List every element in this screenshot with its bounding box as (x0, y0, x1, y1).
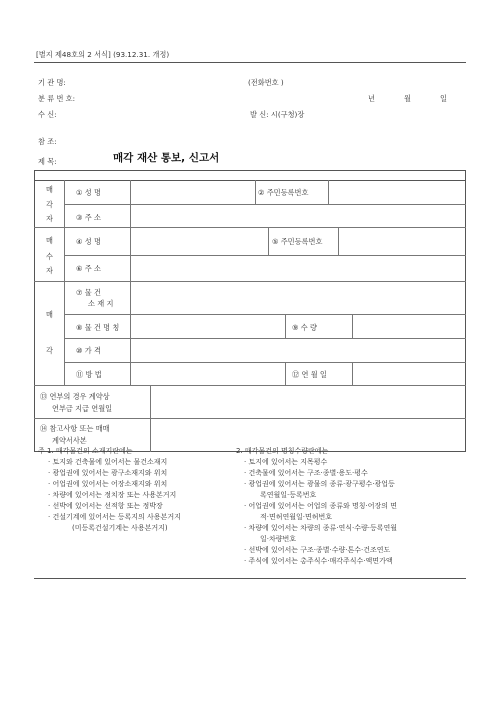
subject-label: 제 목: (38, 157, 57, 166)
note-left-line: (미등록건설기계는 사용본거지) (72, 524, 168, 532)
note-right-line: 2. 매각물건의 명칭수량란에는 (236, 447, 329, 455)
note-left-line: · 건설기계에 있어서는 등록지의 사용본거지 (48, 513, 181, 521)
doc-number-label: 분 류 번 호: (38, 94, 76, 103)
month-label: 월 (404, 94, 411, 103)
seller-group-2: 각 (46, 200, 53, 209)
form-header: [별지 제48호의 2 서식] (93.12.31. 개정) (36, 50, 170, 59)
buyer-group-3: 자 (46, 266, 53, 275)
note-left-line: · 광업권에 있어서는 광구소재지와 위치 (48, 469, 168, 477)
reference-label: 참 조: (38, 137, 57, 146)
note-left-line: · 토지와 건축물에 있어서는 물건소재지 (48, 458, 168, 466)
sale-group-2: 각 (46, 346, 53, 355)
installment-label-2: 연부금 지급 연월일 (52, 404, 113, 413)
note-left-line: · 선박에 있어서는 선적항 또는 정박장 (48, 502, 163, 510)
quantity-label: ⑨ 수 량 (292, 323, 317, 332)
phone-label: (전화번호 ) (248, 78, 284, 87)
note-right-line: · 건축물에 있어서는 구조·종별·용도·평수 (244, 469, 368, 477)
sale-group-1: 매 (46, 310, 53, 319)
buyer-regno-label: ⑤ 주민등록번호 (272, 237, 323, 246)
note-right-line: · 차량에 있어서는 차량의 종류·연식·수량·등록연월 (244, 524, 398, 532)
recipient-label: 수 신: (38, 110, 57, 119)
sale-date-label: ⑫ 연 월 일 (292, 370, 327, 379)
note-left-line: 주 1. 매각물건의 소재지란에는 (38, 447, 133, 455)
subject-title: 매각 재산 통보, 신고서 (113, 152, 220, 164)
method-label: ⑪ 방 법 (76, 370, 102, 379)
form-bottom-rule (34, 578, 466, 579)
seller-regno-label: ② 주민등록번호 (258, 188, 309, 197)
seller-address-label: ③ 주 소 (76, 213, 101, 222)
sender-label: 발 신: 시(구청)장 (250, 110, 305, 119)
notes-left (38, 446, 238, 534)
location-label-1: ⑦ 물 건 (76, 288, 101, 297)
notes-right (236, 446, 466, 567)
seller-group-1: 매 (46, 185, 53, 194)
day-label: 일 (440, 94, 447, 103)
buyer-address-label: ⑥ 주 소 (76, 264, 101, 273)
note-right-line: 록연월일·등록번호 (260, 491, 317, 499)
note-left-line: · 차량에 있어서는 정치장 또는 사용본거지 (48, 491, 177, 499)
header-rule (34, 62, 466, 63)
seller-name-label: ① 성 명 (76, 188, 101, 197)
note-right-line: · 광업권에 있어서는 광물의 종류·광구평수·광업등 (244, 480, 395, 488)
note-left-line: · 어업권에 있어서는 어장소재지와 위치 (48, 480, 168, 488)
installment-label-1: ⑬ 연부의 경우 계약상 (40, 392, 110, 401)
note-right-line: · 주식에 있어서는 총주식수·매각주식수·액면가액 (244, 557, 393, 565)
agency-label: 기 관 명: (38, 78, 66, 87)
reference-note-label-1: ⑭ 참고사항 또는 매매 (40, 424, 110, 433)
note-right-line: · 선박에 있어서는 구조·종별·수량·톤수·건조연도 (244, 546, 391, 554)
location-label-2: 소 재 지 (88, 299, 114, 308)
price-label: ⑩ 가 격 (76, 346, 101, 355)
buyer-name-label: ④ 성 명 (76, 237, 101, 246)
note-right-line: · 토지에 있어서는 지목평수 (244, 458, 328, 466)
item-name-label: ⑧ 물 건 명 칭 (76, 323, 120, 332)
note-right-line: 적·면허연월일·면허번호 (260, 513, 333, 521)
seller-group-3: 자 (46, 214, 53, 223)
year-label: 년 (368, 94, 375, 103)
buyer-group-2: 수 (46, 252, 53, 261)
note-right-line: 일·차량번호 (260, 535, 297, 543)
reference-note-label-2: 계약서사본 (52, 436, 87, 445)
buyer-group-1: 매 (46, 236, 53, 245)
note-right-line: · 어업권에 있어서는 어업의 종류와 명칭·어장의 면 (244, 502, 398, 510)
